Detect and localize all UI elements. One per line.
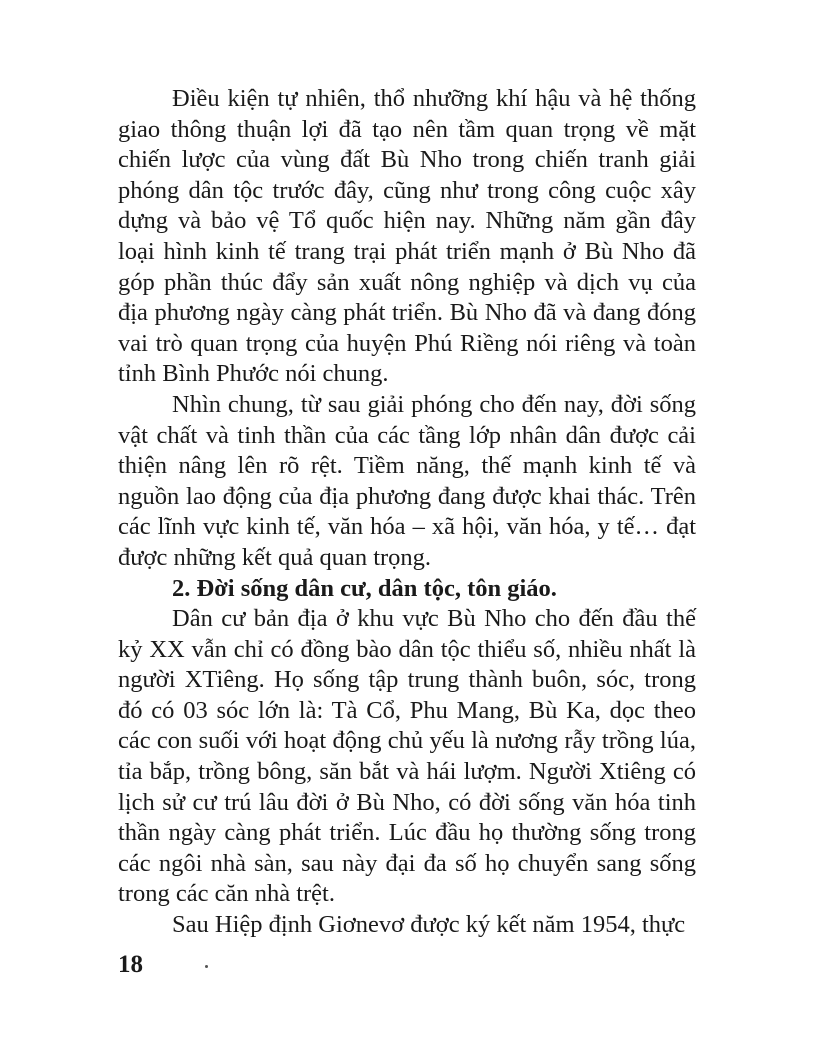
page-body <box>118 84 696 941</box>
paragraph-overview: Nhìn chung, từ sau giải phóng cho đến nay, đời sống vật chất và tinh thần của các tầng lớp nhân dân được cải thiện nâng lên rõ rệt. Tiềm năng, thế mạnh kinh tế và nguồn lao động của địa phương đang được khai thác. Trên các lĩnh vực kinh tế, văn hóa – xã hội, văn hóa, y tế… đạt được những kết quả quan trọng. <box>118 390 696 571</box>
section-heading: 2. Đời sống dân cư, dân tộc, tôn giáo. <box>172 574 557 602</box>
scan-speck <box>205 965 208 968</box>
paragraph-natural-conditions: Điều kiện tự nhiên, thổ nhưỡng khí hậu và hệ thống giao thông thuận lợi đã tạo nên tầm quan trọng về mặt chiến lược của vùng đất Bù Nho trong chiến tranh giải phóng dân tộc trước đây, cũng như trong công cuộc xây dựng và bảo vệ Tổ quốc hiện nay. Những năm gần đây loại hình kinh tế trang trại phát triển mạnh ở Bù Nho đã góp phần thúc đẩy sản xuất nông nghiệp và dịch vụ của địa phương ngày càng phát triển. Bù Nho đã và đang đóng vai trò quan trọng của huyện Phú Riềng nói riêng và toàn tỉnh Bình Phước nói chung. <box>118 85 696 388</box>
paragraph-geneva-accords: Sau Hiệp định Giơnevơ được ký kết năm 1954, thực <box>172 911 686 939</box>
paragraph-population: Dân cư bản địa ở khu vực Bù Nho cho đến đầu thế kỷ XX vẫn chỉ có đồng bào dân tộc thiểu số, nhiều nhất là người XTiêng. Họ sống tập trung thành buôn, sóc, trong đó có 03 sóc lớn là: Tà Cổ, Phu Mang, Bù Ka, dọc theo các con suối với hoạt động chủ yếu là nương rẫy trồng lúa, tỉa bắp, trồng bông, săn bắt và hái lượm. Người Xtiêng có lịch sử cư trú lâu đời ở Bù Nho, có đời sống văn hóa tinh thần ngày càng phát triển. Lúc đầu họ thường sống trong các ngôi nhà sàn, sau này đại đa số họ chuyển sang sống trong các căn nhà trệt. <box>118 605 696 908</box>
page-number: 18 <box>118 951 143 978</box>
